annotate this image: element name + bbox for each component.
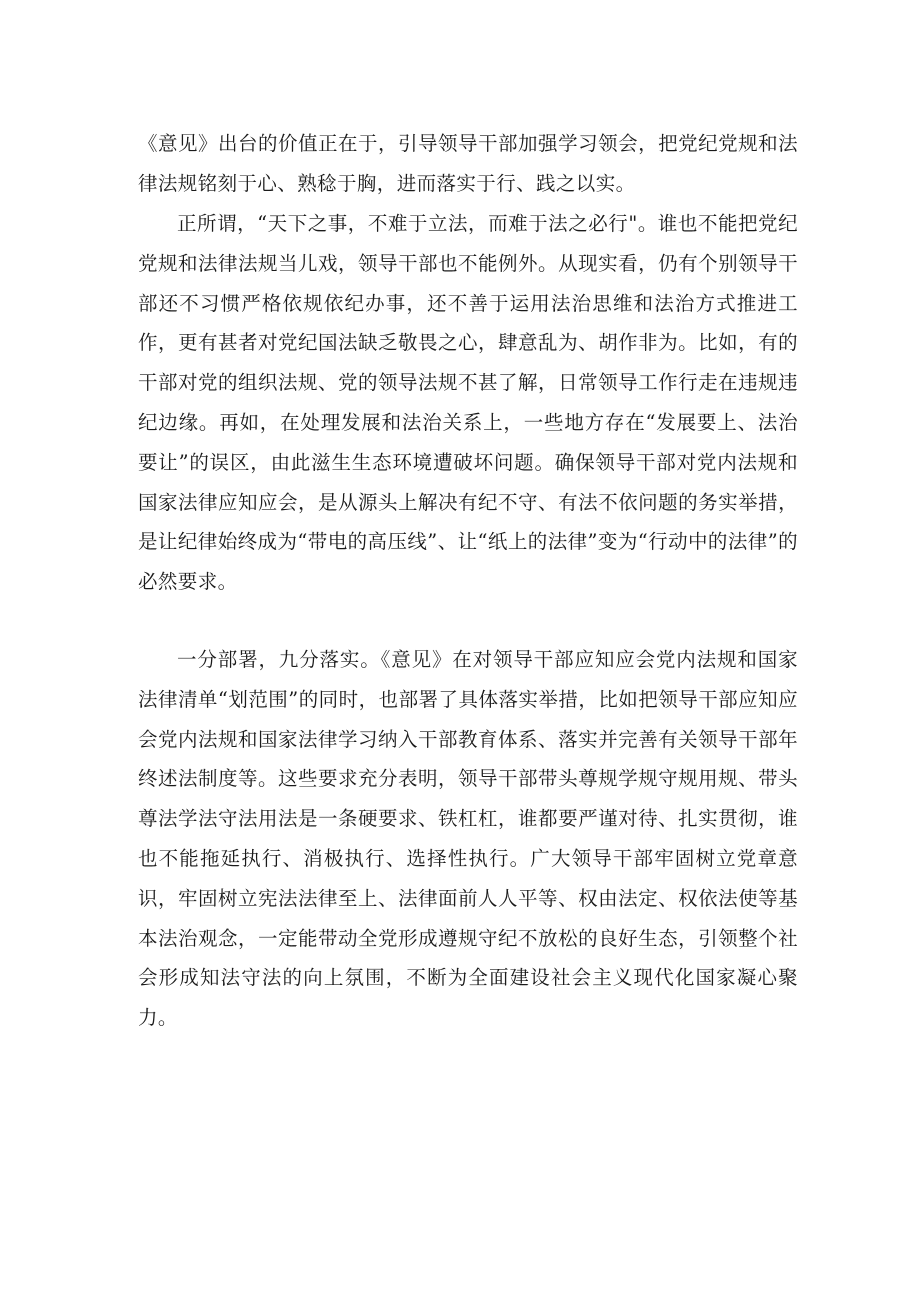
- paragraph-1: 《意见》出台的价值正在于，引导领导干部加强学习领会，把党纪党规和法律法规铭刻于心、熟稔于胸，进而落实于行、践之以实。: [138, 132, 798, 195]
- paragraph-2: 正所谓，“天下之事，不难于立法，而难于法之必行"。谁也不能把党纪党规和法律法规当儿戏，领导干部也不能例外。从现实看，仍有个别领导干部还不习惯严格依规依纪办事，还不善于运用法治思维和法治方式推进工作，更有甚者对党纪国法缺乏敬畏之心，肆意乱为、胡作非为。比如，有的干部对党的组织法规、党的领导法规不甚了解，日常领导工作行走在违规违纪边缘。再如，在处理发展和法治关系上，一些地方存在“发展要上、法治要让”的误区，由此滋生生态环境遭破坏问题。确保领导干部对党内法规和国家法律应知应会，是从源头上解决有纪不守、有法不依问题的务实举措，是让纪律始终成为“带电的高压线”、让“纸上的法律”变为“行动中的法律”的必然要求。: [138, 212, 798, 594]
- paragraph-3: 一分部署，九分落实。《意见》在对领导干部应知应会党内法规和国家法律清单“划范围”的同时，也部署了具体落实举措，比如把领导干部应知应会党内法规和国家法律学习纳入干部教育体系、落实并完善有关领导干部年终述法制度等。这些要求充分表明，领导干部带头尊规学规守规用规、带头尊法学法守法用法是一条硬要求、铁杠杠，谁都要严谨对待、扎实贯彻，谁也不能拖延执行、消极执行、选择性执行。广大领导干部牢固树立党章意识，牢固树立宪法法律至上、法律面前人人平等、权由法定、权依法使等基本法治观念，一定能带动全党形成遵规守纪不放松的良好生态，引领整个社会形成知法守法的向上氛围，不断为全面建设社会主义现代化国家凝心聚力。: [138, 648, 798, 1030]
